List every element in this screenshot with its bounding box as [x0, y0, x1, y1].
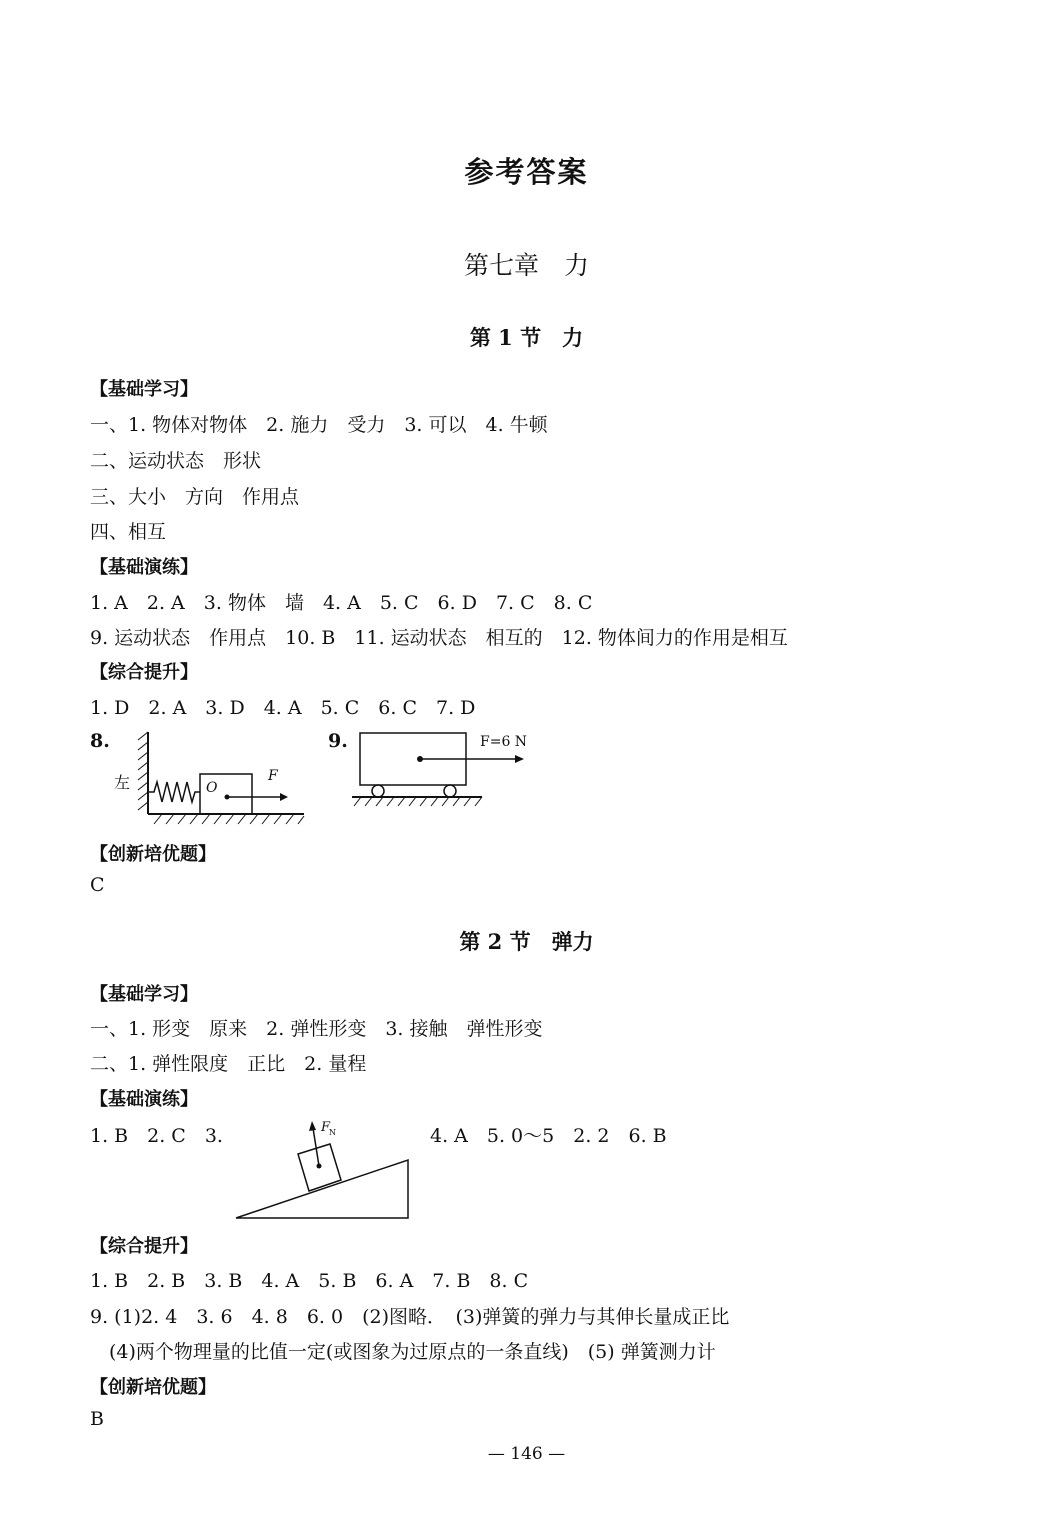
s1-basic-practice-line: 1. A 2. A 3. 物体 墙 4. A 5. C 6. D 7. C 8. C — [90, 592, 593, 614]
chapter-heading: 第七章 力 — [463, 251, 589, 280]
s2-basic-practice-line-right: 4. A 5. 0～5 2. 2 6. B — [430, 1125, 667, 1147]
s1-basic-learning-line: 二、运动状态 形状 — [90, 450, 262, 472]
s2-comprehensive-label: 【综合提升】 — [90, 1236, 198, 1257]
page-number: — 146 — — [487, 1444, 566, 1464]
section-2-heading: 第 2 节 弹力 — [459, 929, 594, 954]
s1-basic-practice-line: 9. 运动状态 作用点 10. B 11. 运动状态 相互的 12. 物体间力的作用是相互 — [90, 627, 788, 649]
fig8-force-label: F — [268, 768, 278, 784]
s2-innovation-label: 【创新培优题】 — [90, 1377, 216, 1398]
section-1-heading: 第 1 节 力 — [469, 325, 584, 350]
s2-basic-learning-line: 一、1. 形变 原来 2. 弹性形变 3. 接触 弹性形变 — [90, 1018, 543, 1040]
fig8-side-label: 左 — [114, 773, 131, 792]
s2-basic-practice-line-left: 1. B 2. C 3. — [90, 1125, 223, 1147]
s1-basic-learning-line: 三、大小 方向 作用点 — [90, 486, 300, 508]
fig9-number: 9. — [328, 730, 348, 752]
fig9-force-label: F=6 N — [480, 734, 528, 750]
s2-fig3-incline-diagram — [230, 1114, 415, 1224]
s1-innovation-answer: C — [90, 874, 105, 896]
fig3-force-label: F — [321, 1120, 331, 1135]
s1-innovation-label: 【创新培优题】 — [90, 844, 216, 865]
fig8-number: 8. — [90, 730, 110, 752]
fig9-cart-diagram — [346, 726, 536, 814]
fig3-force-subscript: N — [329, 1128, 336, 1137]
s1-basic-practice-label: 【基础演练】 — [90, 557, 198, 578]
s2-comprehensive-line: (4)两个物理量的比值一定(或图象为过原点的一条直线) (5) 弹簧测力计 — [90, 1341, 716, 1363]
s2-comprehensive-line: 1. B 2. B 3. B 4. A 5. B 6. A 7. B 8. C — [90, 1270, 529, 1292]
s2-innovation-answer: B — [90, 1408, 104, 1430]
s1-comprehensive-label: 【综合提升】 — [90, 662, 198, 683]
fig8-point-label: O — [206, 780, 218, 796]
s2-basic-practice-label: 【基础演练】 — [90, 1089, 198, 1110]
s2-basic-learning-line: 二、1. 弹性限度 正比 2. 量程 — [90, 1053, 367, 1075]
fig8-spring-diagram — [110, 728, 310, 828]
page-title: 参考答案 — [464, 155, 589, 189]
s2-basic-learning-label: 【基础学习】 — [90, 984, 198, 1005]
s1-basic-learning-line: 一、1. 物体对物体 2. 施力 受力 3. 可以 4. 牛顿 — [90, 414, 548, 436]
s1-comprehensive-line: 1. D 2. A 3. D 4. A 5. C 6. C 7. D — [90, 697, 476, 719]
s1-basic-learning-label: 【基础学习】 — [90, 379, 198, 400]
s2-comprehensive-line: 9. (1)2. 4 3. 6 4. 8 6. 0 (2)图略． (3)弹簧的弹力与其伸长量成正比 — [90, 1306, 730, 1328]
s1-basic-learning-line: 四、相互 — [90, 521, 167, 543]
